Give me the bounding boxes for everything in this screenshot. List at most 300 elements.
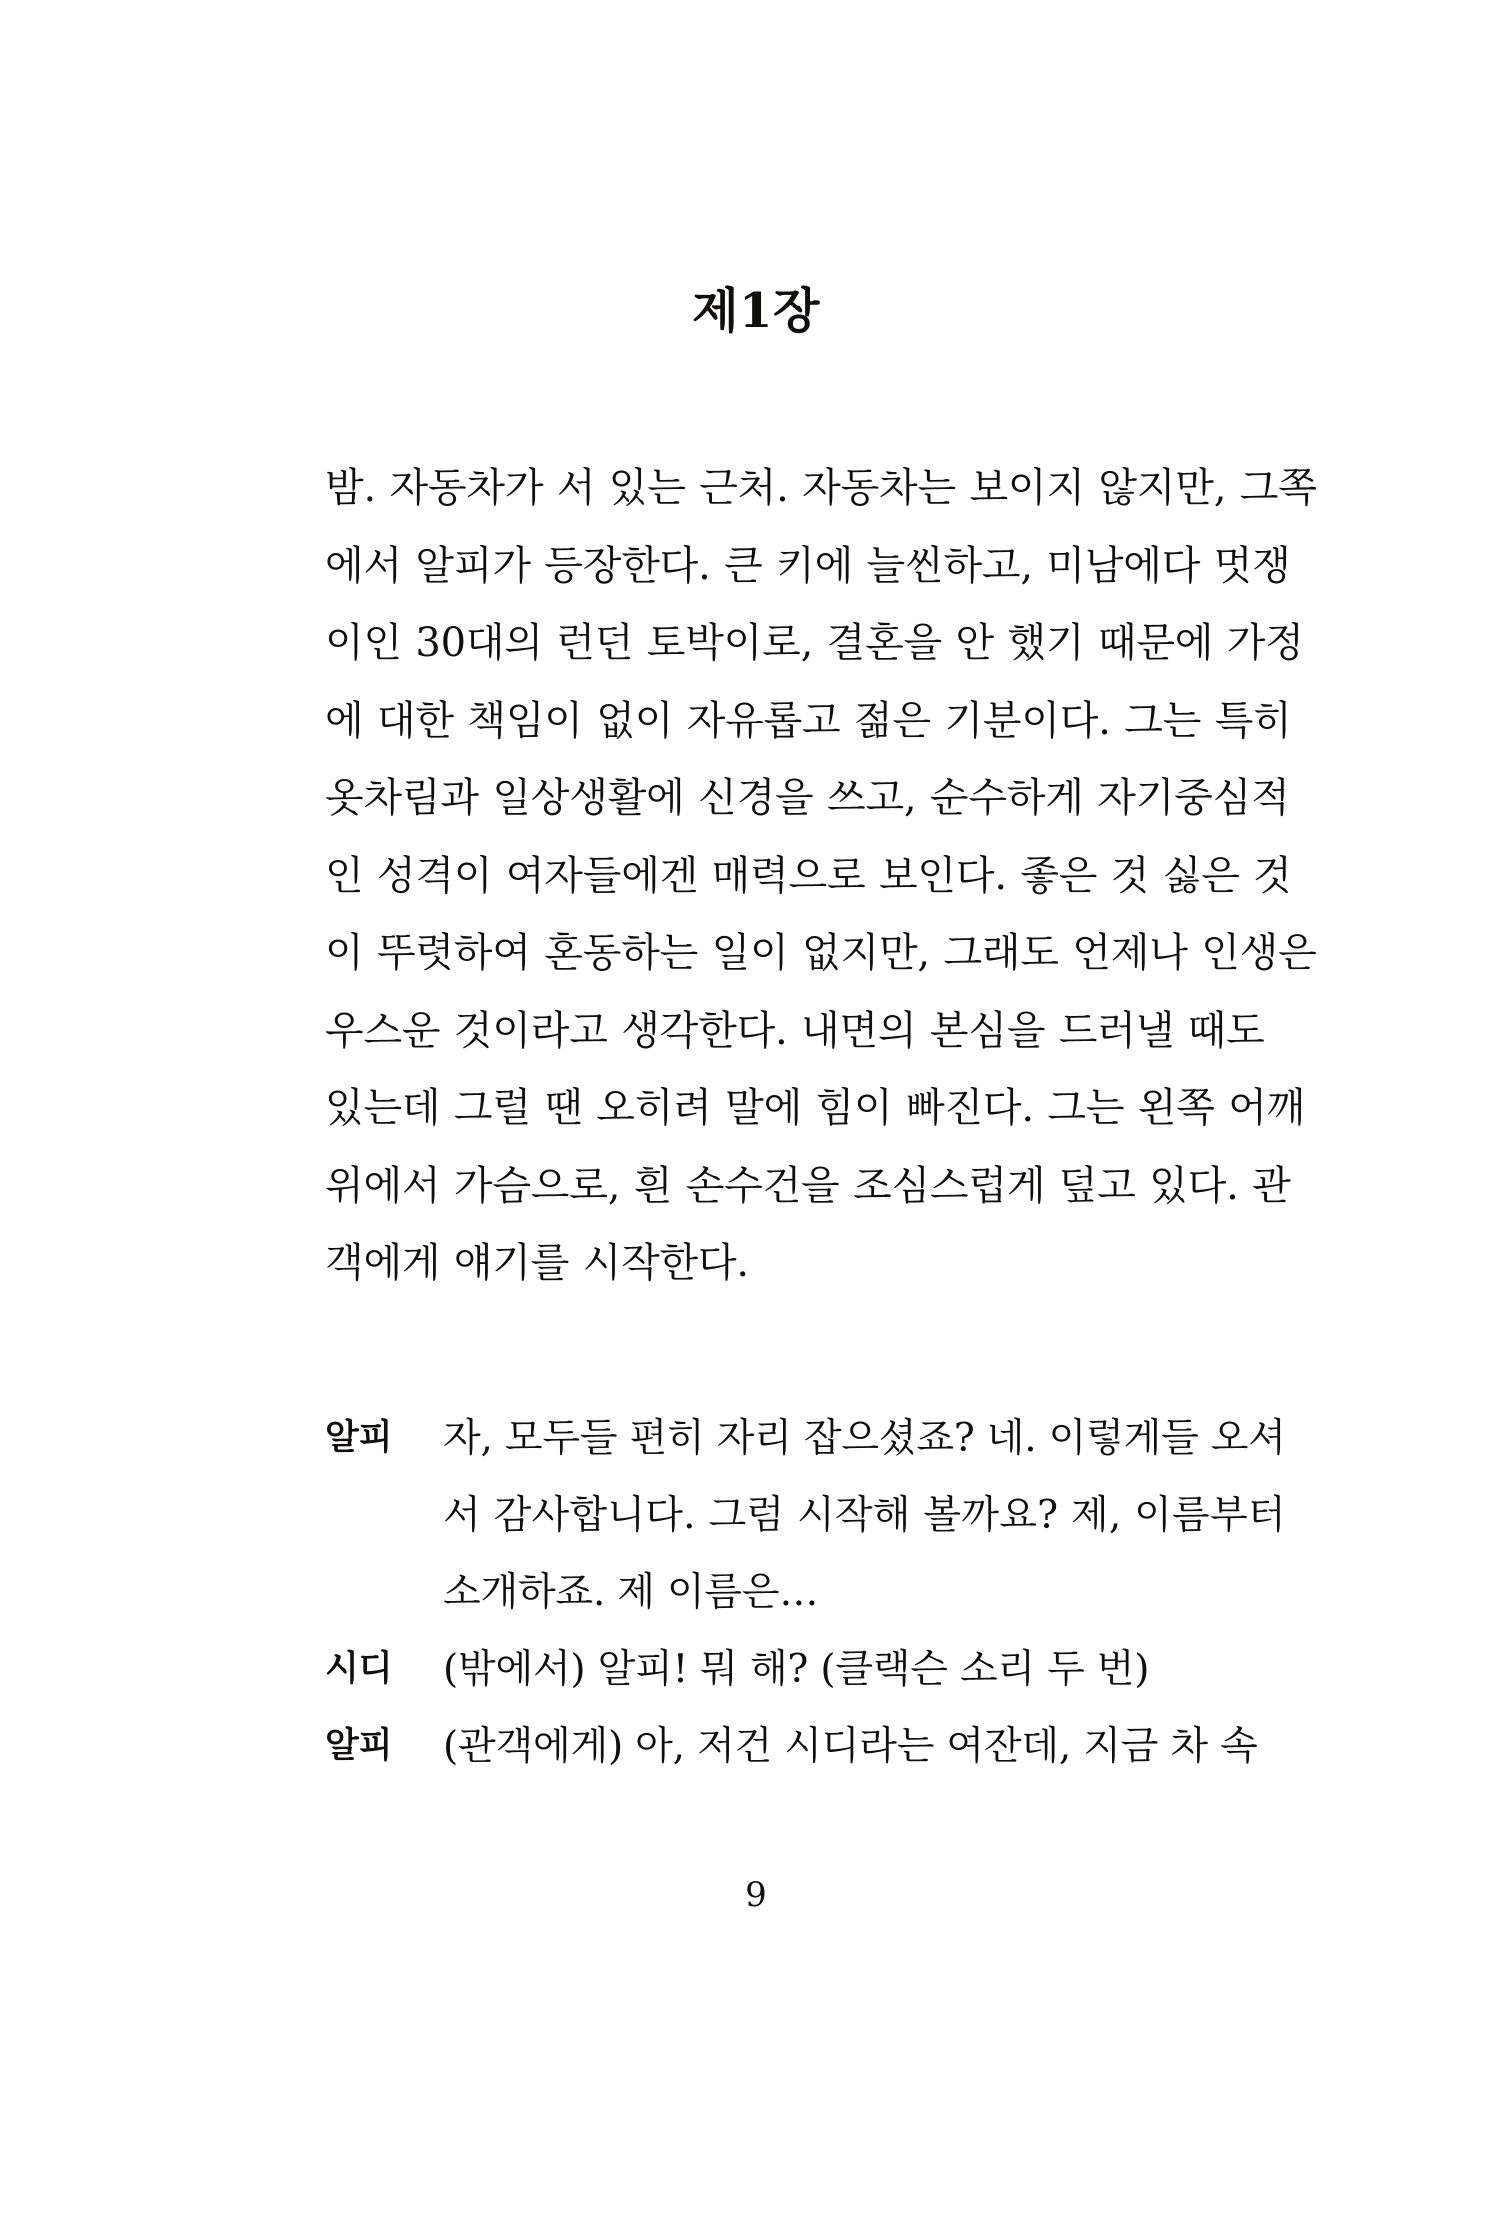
glyph: 에 — [621, 852, 660, 899]
glyph: 여 — [492, 930, 531, 976]
speech-entry — [325, 1631, 1205, 1708]
glyph: 래 — [981, 930, 1021, 976]
glyph — [620, 1148, 634, 1226]
glyph: 성 — [376, 852, 416, 899]
glyph: 신 — [698, 775, 737, 821]
glyph: 합 — [569, 1493, 607, 1538]
glyph: 어 — [1228, 1085, 1267, 1131]
glyph: ) — [607, 1724, 623, 1769]
glyph — [698, 915, 712, 993]
glyph: 여 — [946, 1724, 984, 1769]
glyph: 큰 — [724, 542, 763, 589]
speech-entry — [325, 1400, 1286, 1631]
glyph — [975, 1400, 987, 1477]
glyph: 이 — [325, 930, 364, 976]
glyph: 이 — [1021, 697, 1060, 744]
glyph — [492, 838, 506, 916]
glyph — [840, 1148, 854, 1226]
glyph: 렷 — [415, 930, 454, 976]
glyph: 문 — [1136, 620, 1175, 666]
glyph: 고 — [802, 697, 841, 744]
glyph: 에 — [646, 775, 685, 821]
glyph: 없 — [596, 697, 635, 744]
glyph — [1045, 993, 1059, 1071]
glyph: 위 — [325, 1162, 364, 1209]
glyph: 려 — [673, 1085, 712, 1131]
glyph: 작 — [834, 1493, 873, 1538]
glyph — [788, 993, 802, 1071]
glyph: 의 — [877, 1007, 917, 1054]
glyph: 자 — [686, 697, 726, 744]
glyph: 까 — [961, 1493, 999, 1538]
glyph: 밤 — [325, 465, 364, 511]
glyph — [916, 993, 930, 1071]
glyph — [789, 450, 803, 528]
glyph: 을 — [775, 775, 814, 821]
glyph: . — [775, 1007, 788, 1054]
glyph: 로 — [826, 852, 866, 899]
glyph — [763, 528, 777, 606]
glyph — [454, 683, 468, 761]
glyph — [942, 605, 956, 683]
glyph: 활 — [607, 775, 647, 821]
glyph: 씬 — [904, 542, 944, 589]
glyph: ? — [953, 1416, 975, 1461]
glyph — [363, 683, 377, 761]
stage-direction-line — [325, 528, 1291, 606]
glyph: 쪽 — [1278, 465, 1317, 511]
glyph: 혼 — [865, 620, 904, 666]
stage-direction-block — [325, 450, 1317, 1303]
glyph: 지 — [1046, 465, 1085, 511]
glyph — [784, 1477, 796, 1554]
speaker-name: 알피 — [325, 1726, 393, 1766]
glyph — [1149, 838, 1163, 916]
glyph: 그 — [453, 1085, 493, 1131]
glyph — [1174, 993, 1188, 1071]
glyph: 는 — [896, 1724, 935, 1769]
glyph: 감 — [493, 1493, 532, 1538]
glyph: 시 — [796, 1493, 835, 1538]
glyph: 일 — [492, 775, 531, 821]
glyph: 하 — [453, 930, 493, 976]
glyph: 니 — [607, 1493, 645, 1538]
stage-direction-line — [325, 993, 1265, 1071]
glyph: 리 — [754, 1416, 792, 1461]
glyph: 언 — [1072, 930, 1111, 976]
glyph — [1239, 1148, 1253, 1226]
stage-direction-line — [325, 1070, 1306, 1148]
glyph: 스 — [929, 1162, 969, 1209]
speech-text — [443, 1708, 1258, 1785]
glyph — [440, 1070, 454, 1148]
glyph: . — [363, 465, 376, 511]
glyph: 롭 — [763, 697, 803, 744]
glyph: 했 — [1007, 620, 1046, 666]
glyph — [493, 1400, 505, 1477]
glyph: 로 — [762, 620, 801, 666]
speaker-name: 시디 — [325, 1649, 393, 1689]
glyph: 도 — [1020, 930, 1059, 976]
glyph: 낼 — [1135, 1007, 1175, 1054]
glyph: 는 — [647, 465, 686, 511]
glyph — [792, 1400, 804, 1477]
glyph — [934, 1708, 946, 1785]
glyph: 땐 — [544, 1085, 583, 1131]
glyph: , — [917, 930, 930, 976]
glyph: 히 — [634, 1085, 674, 1131]
glyph: 동 — [582, 930, 622, 976]
glyph — [673, 683, 687, 761]
glyph: 셔 — [1248, 1416, 1286, 1461]
glyph — [1059, 915, 1073, 993]
glyph: 일 — [711, 930, 751, 976]
glyph: 름 — [1172, 1493, 1210, 1538]
glyph: 유 — [725, 697, 764, 744]
glyph: 건 — [762, 1162, 802, 1209]
glyph: 자 — [389, 465, 428, 511]
glyph: , — [903, 775, 917, 821]
glyph: 혼 — [544, 930, 583, 976]
glyph: 기 — [944, 697, 983, 744]
glyph: 으 — [841, 1416, 879, 1461]
glyph: 키 — [776, 542, 815, 589]
glyph: 다 — [1059, 697, 1099, 744]
glyph: 생 — [569, 775, 608, 821]
glyph: 오 — [1210, 1416, 1249, 1461]
glyph: 셨 — [878, 1416, 917, 1461]
glyph: 두 — [542, 1416, 580, 1461]
glyph: 데 — [401, 1085, 441, 1131]
speech-line — [443, 1400, 1286, 1477]
glyph: 내 — [801, 1007, 840, 1054]
glyph — [1007, 838, 1021, 916]
glyph: 한 — [698, 1007, 737, 1054]
glyph: 덮 — [1058, 1162, 1098, 1209]
glyph — [685, 760, 699, 838]
glyph: 라 — [859, 1724, 897, 1769]
glyph — [1084, 760, 1098, 838]
glyph: 들 — [582, 852, 622, 899]
glyph: 을 — [903, 620, 942, 666]
glyph: 자 — [716, 1416, 755, 1461]
glyph: 있 — [1149, 1162, 1188, 1209]
glyph: . — [1226, 1162, 1239, 1209]
glyph — [595, 450, 609, 528]
glyph: 젊 — [854, 697, 893, 744]
stage-direction-line — [325, 838, 1292, 916]
glyph — [685, 1708, 697, 1785]
speech-line: 소개하죠. 제 이름은… — [443, 1570, 819, 1615]
glyph: , — [800, 620, 814, 666]
glyph: 순 — [929, 775, 969, 821]
glyph: 차 — [1170, 1724, 1208, 1769]
glyph: 이 — [723, 620, 763, 666]
glyph — [440, 1148, 454, 1226]
glyph: 흰 — [633, 1162, 673, 1209]
glyph: 이 — [325, 620, 364, 666]
glyph: 지 — [840, 930, 879, 976]
glyph: 것 — [453, 1007, 493, 1054]
glyph: 이 — [1134, 1493, 1172, 1538]
glyph — [1084, 605, 1098, 683]
glyph: 을 — [1006, 1007, 1046, 1054]
glyph: 다 — [659, 542, 699, 589]
glyph: 왼 — [1137, 1085, 1177, 1131]
glyph: 이 — [750, 930, 789, 976]
glyph: 림 — [401, 775, 441, 821]
glyph — [617, 1400, 629, 1477]
glyph — [1158, 1708, 1170, 1785]
glyph — [402, 528, 416, 606]
glyph: 자 — [443, 1416, 481, 1461]
glyph: 보 — [878, 852, 918, 899]
glyph: 나 — [1149, 930, 1188, 976]
glyph: 부 — [1209, 1493, 1248, 1538]
glyph: 은 — [1058, 852, 1098, 899]
glyph: 시 — [784, 1724, 822, 1769]
glyph — [853, 528, 867, 606]
glyph — [1036, 1400, 1048, 1477]
glyph: 대 — [465, 620, 505, 666]
glyph — [1200, 528, 1214, 606]
glyph: 으 — [530, 1162, 570, 1209]
glyph: 제 — [1110, 930, 1150, 976]
glyph: , — [480, 1416, 493, 1461]
glyph: 만 — [1175, 465, 1214, 511]
glyph — [1215, 1070, 1229, 1148]
glyph: 심 — [1212, 775, 1252, 821]
glyph: 과 — [440, 775, 479, 821]
glyph: 잡 — [803, 1416, 842, 1461]
glyph: 본 — [929, 1007, 969, 1054]
glyph: . — [683, 1493, 696, 1538]
glyph — [931, 683, 945, 761]
glyph: 서 — [363, 542, 402, 589]
glyph: 하 — [943, 542, 982, 589]
glyph: 인 — [917, 852, 956, 899]
glyph: 으 — [788, 852, 827, 899]
glyph: 관 — [1252, 1162, 1291, 1209]
glyph: 특 — [1214, 697, 1254, 744]
glyph: 늘 — [866, 542, 905, 589]
page-number: 9 — [745, 1875, 767, 1915]
glyph: 박 — [685, 620, 724, 666]
glyph — [402, 605, 416, 683]
glyph: 수 — [724, 1162, 763, 1209]
glyph: 이 — [492, 1007, 531, 1054]
glyph: 데 — [1021, 1724, 1059, 1769]
glyph: 아 — [635, 1724, 673, 1769]
stage-direction-line — [325, 1148, 1291, 1226]
glyph: . — [1021, 1085, 1034, 1131]
speech-text — [443, 1631, 1205, 1708]
dialogue-block — [325, 1400, 1286, 1785]
glyph: 에 — [1174, 620, 1214, 666]
glyph — [911, 1477, 923, 1554]
glyph: 건 — [734, 1724, 773, 1769]
glyph: 멋 — [1213, 542, 1253, 589]
glyph: 격 — [415, 852, 454, 899]
glyph: 편 — [629, 1416, 668, 1461]
glyph: , — [1213, 465, 1227, 511]
glyph — [916, 760, 930, 838]
glyph: 우 — [325, 1007, 364, 1054]
glyph: 고 — [1097, 1162, 1136, 1209]
glyph: 드 — [1058, 1007, 1098, 1054]
glyph: 0 — [440, 620, 466, 666]
glyph — [865, 838, 879, 916]
glyph — [696, 1477, 708, 1554]
glyph — [1097, 838, 1111, 916]
glyph: 히 — [667, 1416, 705, 1461]
glyph: , — [1058, 1724, 1072, 1769]
glyph: 운 — [401, 1007, 441, 1054]
glyph: ( — [443, 1724, 459, 1769]
glyph — [531, 915, 545, 993]
glyph: 피 — [453, 542, 493, 589]
glyph: 여 — [505, 852, 545, 899]
glyph — [583, 683, 597, 761]
glyph: 게 — [1006, 1162, 1046, 1209]
glyph: 깨 — [1266, 1085, 1306, 1131]
glyph — [956, 450, 970, 528]
glyph — [1085, 450, 1099, 528]
glyph: 미 — [1046, 542, 1085, 589]
glyph — [772, 1708, 784, 1785]
glyph: 대 — [376, 697, 416, 744]
speech-line: (밖에서) 알피! 뭐 해? (클랙슨 소리 두 번) — [443, 1647, 1150, 1692]
glyph: 고 — [865, 775, 904, 821]
glyph: 이 — [854, 1085, 893, 1131]
glyph: 게 — [1045, 775, 1084, 821]
glyph: 다 — [955, 852, 995, 899]
glyph: 것 — [1253, 852, 1292, 899]
glyph: 는 — [659, 930, 699, 976]
glyph — [633, 605, 647, 683]
glyph — [1071, 1708, 1083, 1785]
glyph: 겐 — [659, 852, 699, 899]
glyph — [363, 915, 377, 993]
glyph: 뚜 — [376, 930, 416, 976]
glyph: ? — [1037, 1493, 1058, 1538]
glyph: 토 — [646, 620, 686, 666]
glyph: 쪽 — [1176, 1085, 1215, 1131]
glyph: 그 — [708, 1493, 746, 1538]
glyph: 관 — [458, 1724, 496, 1769]
glyph — [994, 605, 1008, 683]
speech-text — [443, 1400, 1286, 1631]
glyph: 차 — [466, 465, 505, 511]
glyph — [1124, 1070, 1138, 1148]
glyph — [440, 993, 454, 1071]
glyph: 는 — [363, 1085, 402, 1131]
page-title: 제1장 — [692, 283, 820, 340]
glyph — [1240, 838, 1254, 916]
stage-direction-line — [325, 760, 1290, 838]
glyph: 이 — [634, 697, 674, 744]
glyph: 한 — [621, 542, 660, 589]
glyph: 손 — [685, 1162, 725, 1209]
glyph: 들 — [579, 1416, 618, 1461]
glyph: 로 — [569, 1162, 608, 1209]
glyph: 동 — [427, 465, 467, 511]
glyph — [543, 605, 557, 683]
glyph: 쓰 — [826, 775, 866, 821]
glyph: 제 — [1070, 1493, 1109, 1538]
glyph: 이 — [544, 697, 583, 744]
stage-direction-paragraph — [325, 450, 1317, 1303]
glyph: 동 — [840, 465, 880, 511]
glyph: 해 — [872, 1493, 911, 1538]
glyph: 면 — [839, 1007, 878, 1054]
glyph: 가 — [453, 1162, 493, 1209]
glyph: 력 — [750, 852, 789, 899]
glyph — [892, 1070, 906, 1148]
glyph: 기 — [1045, 620, 1085, 666]
glyph: 생 — [1239, 930, 1279, 976]
glyph: 다 — [1187, 1162, 1227, 1209]
glyph: 고 — [981, 542, 1021, 589]
glyph: 다 — [1161, 542, 1201, 589]
glyph: 게 — [1123, 1416, 1162, 1461]
glyph: 힘 — [815, 1085, 855, 1131]
glyph: 임 — [505, 697, 545, 744]
glyph: 것 — [1110, 852, 1150, 899]
glyph — [481, 1477, 493, 1554]
glyph: 알 — [415, 542, 454, 589]
glyph: 그 — [1047, 1085, 1086, 1131]
glyph: . — [698, 542, 711, 589]
glyph: 인 — [1201, 930, 1240, 976]
glyph: 죠 — [916, 1416, 954, 1461]
stage-direction-line — [325, 605, 1304, 683]
stage-direction-line — [325, 683, 1292, 761]
glyph: , — [672, 1724, 685, 1769]
glyph: 좋 — [1020, 852, 1059, 899]
glyph: 에 — [532, 1724, 571, 1769]
glyph: 옷 — [325, 775, 364, 821]
glyph: 결 — [826, 620, 866, 666]
glyph — [930, 915, 944, 993]
glyph: 인 — [363, 620, 402, 666]
glyph: 다 — [645, 1493, 683, 1538]
glyph — [1034, 1070, 1048, 1148]
glyph — [363, 838, 377, 916]
glyph — [1201, 683, 1215, 761]
glyph: 심 — [891, 1162, 930, 1209]
glyph: 처 — [737, 465, 777, 511]
speech-line — [443, 1708, 1258, 1785]
glyph: 가 — [1226, 620, 1266, 666]
glyph: 자 — [544, 852, 583, 899]
glyph: 등 — [544, 542, 583, 589]
glyph: 볼 — [923, 1493, 961, 1538]
glyph: 요 — [999, 1493, 1037, 1538]
glyph: 빠 — [905, 1085, 945, 1131]
glyph: 게 — [570, 1724, 608, 1769]
glyph: 만 — [878, 930, 918, 976]
glyph — [841, 683, 855, 761]
glyph: 는 — [917, 465, 956, 511]
glyph: 의 — [504, 620, 543, 666]
glyph: 네 — [986, 1416, 1025, 1461]
glyph: 수 — [968, 775, 1007, 821]
glyph: 럼 — [746, 1493, 784, 1538]
glyph: 말 — [725, 1085, 764, 1131]
glyph — [1136, 1148, 1150, 1226]
glyph: 정 — [1265, 620, 1304, 666]
